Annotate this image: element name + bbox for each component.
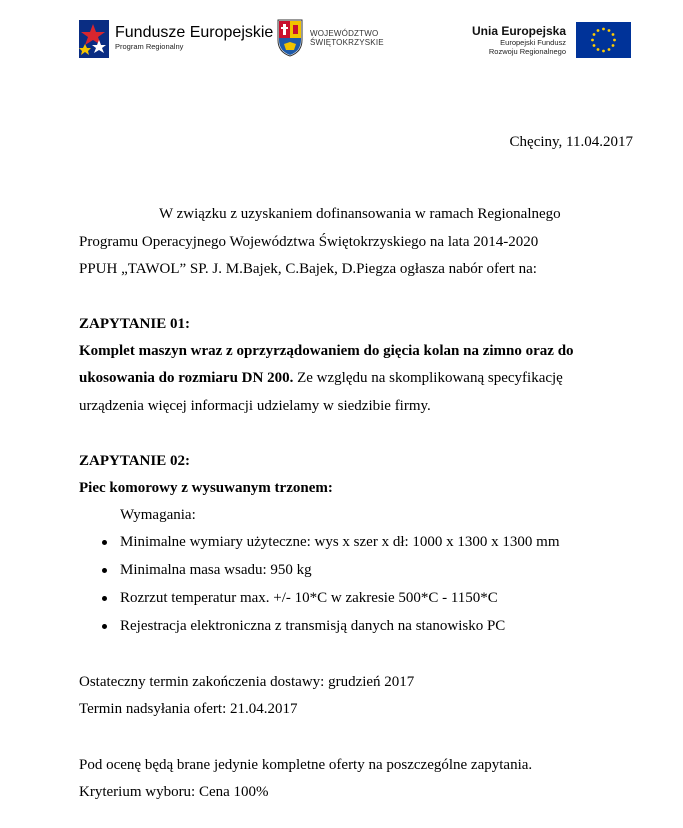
sw-line1: WOJEWÓDZTWO xyxy=(310,28,379,38)
query1-line-2-bold: ukosowania do rozmiaru DN 200. xyxy=(79,370,294,386)
query1-line-3: urządzenia więcej informacji udzielamy w siedzibie firmy. xyxy=(79,398,431,414)
bullet-icon xyxy=(102,568,107,573)
requirements-label: Wymagania: xyxy=(120,507,196,523)
intro-line-2: Programu Operacyjnego Województwa Świętokrzyskiego na lata 2014-2020 xyxy=(79,234,539,250)
ue-logo-text xyxy=(472,24,566,56)
bullet-icon xyxy=(102,540,107,545)
ue-line3: Rozwoju Regionalnego xyxy=(488,47,567,57)
requirement-item-4: Rejestracja elektroniczna z transmisją danych na stanowisko PC xyxy=(120,618,506,634)
requirement-item-2: Minimalna masa wsadu: 950 kg xyxy=(120,562,312,578)
sw-line2: ŚWIĘTOKRZYSKIE xyxy=(310,38,384,47)
query2-subject: Piec komorowy z wysuwanym trzonem: xyxy=(79,480,333,496)
delivery-term: Ostateczny termin zakończenia dostawy: grudzień 2017 xyxy=(79,674,415,690)
eu-flag-icon xyxy=(576,22,631,58)
selection-criterion: Kryterium wyboru: Cena 100% xyxy=(79,784,269,800)
requirement-item-3: Rozrzut temperatur max. +/- 10*C w zakresie 500*C - 1150*C xyxy=(120,590,498,606)
fe-line1: Fundusze xyxy=(115,23,186,41)
query1-line-2-rest: Ze względu na skomplikowaną specyfikację xyxy=(293,370,563,386)
fe-logo-text xyxy=(115,25,273,52)
bullet-icon xyxy=(102,596,107,601)
evaluation-note: Pod ocenę będą brane jedynie kompletne oferty na poszczególne zapytania. xyxy=(79,757,533,773)
query1-heading: ZAPYTANIE 01: xyxy=(79,316,190,332)
fundusze-europejskie-logo xyxy=(79,14,273,62)
ue-line2: Europejski Fundusz xyxy=(500,38,567,48)
intro-line-3: PPUH „TAWOL” SP. J. M.Bajek, C.Bajek, D.Piegza ogłasza nabór ofert na: xyxy=(79,261,537,277)
coat-of-arms-icon xyxy=(276,18,304,58)
wojewodztwo-swietokrzyskie-logo xyxy=(276,18,384,58)
ue-title: Unia Europejska xyxy=(472,23,567,38)
requirement-item-1: Minimalne wymiary użyteczne: wys x szer x dł: 1000 x 1300 x 1300 mm xyxy=(120,534,560,550)
fe-star-mark-icon xyxy=(79,14,109,62)
unia-europejska-logo xyxy=(472,22,631,58)
fe-line2: Europejskie xyxy=(189,23,274,41)
intro-line-1: W związku z uzyskaniem dofinansowania w ramach Regionalnego xyxy=(159,206,561,222)
fe-line3: Program Regionalny xyxy=(115,42,184,52)
date-line: Chęciny, 11.04.2017 xyxy=(509,134,633,150)
query2-heading: ZAPYTANIE 02: xyxy=(79,453,190,469)
sw-logo-text xyxy=(310,29,384,47)
query1-line-1: Komplet maszyn wraz z oprzyrządowaniem do gięcia kolan na zimno oraz do xyxy=(79,343,574,359)
bullet-icon xyxy=(102,624,107,629)
query1-line-2 xyxy=(79,368,563,388)
offer-deadline: Termin nadsyłania ofert: 21.04.2017 xyxy=(79,701,298,717)
